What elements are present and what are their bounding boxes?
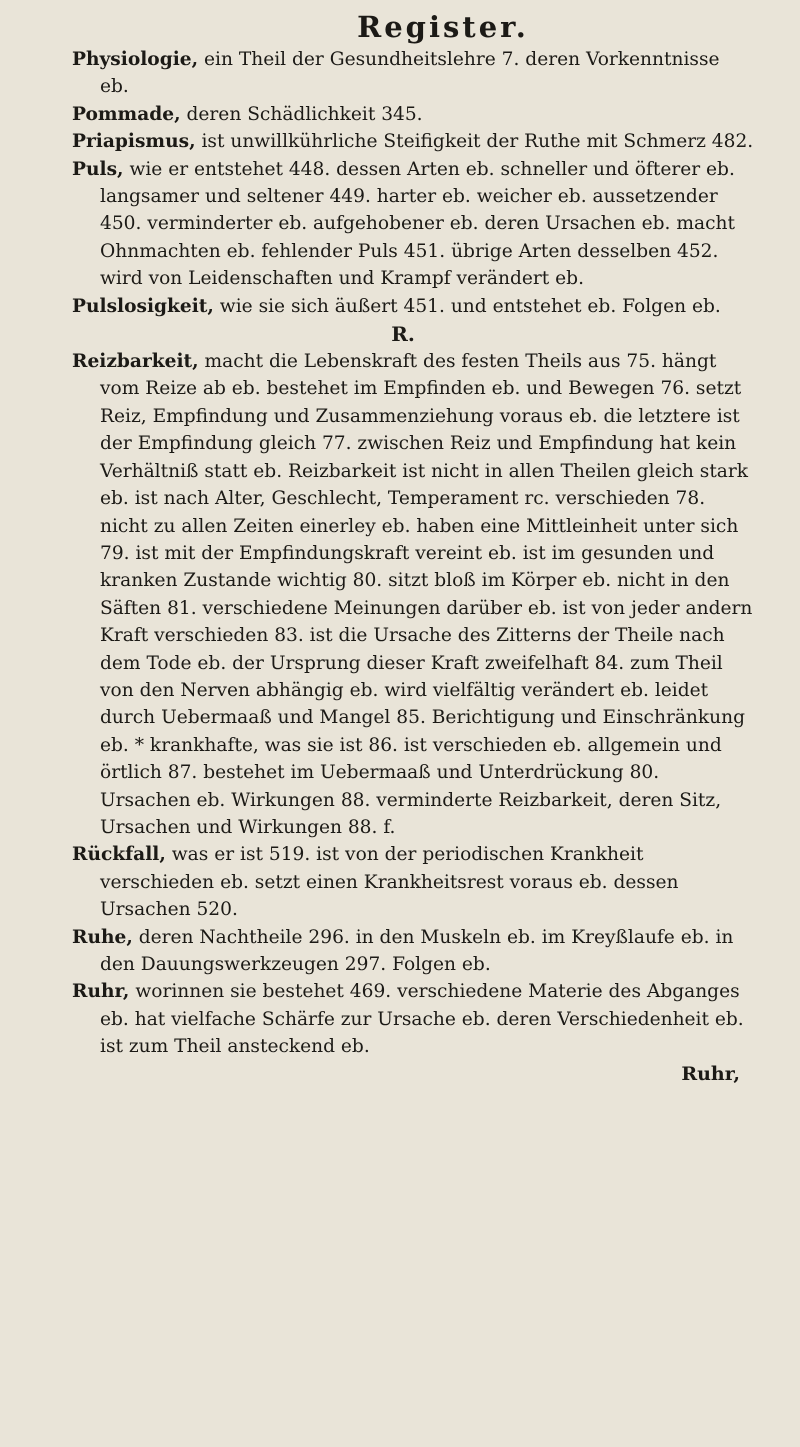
entry-head: Ruhr, xyxy=(72,981,130,1003)
register-entry xyxy=(72,293,754,320)
entry-head: Ruhe, xyxy=(72,926,133,948)
entry-head: Priapismus, xyxy=(72,131,196,153)
entry-head: Reizbarkeit, xyxy=(72,351,199,373)
register-entry xyxy=(72,156,754,293)
entry-text: worinnen sie bestehet 469. verschiedene Materie des Abganges eb. hat vielfache Schärfe zur Ursache eb. deren Verschiedenheit eb. ist zum Theil ansteckend eb. xyxy=(100,981,744,1058)
register-text xyxy=(72,46,754,1087)
section-letter: R. xyxy=(391,322,415,347)
register-entry xyxy=(72,46,754,101)
entry-text: wie er entstehet 448. dessen Arten eb. schneller und öfterer eb. langsamer und seltener 449. harter eb. weicher eb. aussetzender 450. verminderter eb. aufgehobener eb. deren Ursachen eb. macht Ohnmachten eb. fehlender Puls 451. übrige Arten desselben 452. wird von Leidenschaften und Krampf verändert eb. xyxy=(100,158,735,290)
entry-head: Physiologie, xyxy=(72,49,199,70)
entry-head: Puls, xyxy=(72,158,124,180)
entry-text: wie sie sich äußert 451. und entstehet eb. Folgen eb. xyxy=(219,295,721,317)
entry-head: Rückfall, xyxy=(72,844,166,866)
entry-text: was er ist 519. ist von der periodischen Krankheit verschieden eb. setzt einen Krankheitsrest voraus eb. dessen Ursachen 520. xyxy=(100,844,679,921)
entry-head: Pulslosigkeit, xyxy=(72,295,214,317)
catchword: Ruhr, xyxy=(681,1062,740,1085)
entry-text: deren Nachtheile 296. in den Muskeln eb. im Kreyßlaufe eb. in den Dauungswerkzeugen 297. Folgen eb. xyxy=(100,926,734,975)
register-entry xyxy=(72,101,754,128)
entry-text: ein Theil der Gesundheitslehre 7. deren Vorkenntnisse eb. xyxy=(100,49,720,98)
register-entry xyxy=(72,924,754,979)
register-entry xyxy=(72,978,754,1060)
entry-text: ist unwillkührliche Steifigkeit der Ruthe mit Schmerz 482. xyxy=(201,131,754,153)
entry-text: macht die Lebenskraft des festen Theils aus 75. hängt vom Reize ab eb. bestehet im Empfinden eb. und Bewegen 76. setzt Reiz, Empfindung und Zusammenziehung voraus eb. die letztere ist der Empfindung gleich 77. zwischen Reiz und Empfindung hat kein Verhältniß statt eb. Reizbarkeit ist nicht in allen Theilen gleich stark eb. ist nach Alter, Geschlecht, Temperament rc. verschieden 78. nicht zu allen Zeiten einerley eb. haben eine Mittleinheit unter sich 79. ist mit der Empfindungskraft vereint eb. ist im gesunden und kranken Zustande wichtig 80. sitzt bloß im Körper eb. nicht in den Säften 81. verschiedene Meinungen darüber eb. ist von jeder andern Kraft verschieden 83. ist die Ursache des Zitterns der Theile nach dem Tode eb. der Ursprung dieser Kraft zweifelhaft 84. zum Theil von den Nerven abhängig eb. wird vielfältig verändert eb. leidet durch Uebermaaß und Mangel 85. Berichtigung und Einschränkung eb. * krankhafte, was sie ist 86. ist verschieden eb. allgemein und örtlich 87. bestehet im Uebermaaß und Unterdrückung 80. Ursachen eb. Wirkungen 88. verminderte Reizbarkeit, deren Sitz, Ursachen und Wirkungen 88. f. xyxy=(100,351,753,838)
page-header: Register. xyxy=(357,10,529,44)
register-entry xyxy=(72,841,754,923)
register-entry xyxy=(72,348,754,841)
entry-head: Pommade, xyxy=(72,103,181,125)
entry-text: deren Schädlichkeit 345. xyxy=(186,103,423,125)
register-entry xyxy=(72,128,754,155)
